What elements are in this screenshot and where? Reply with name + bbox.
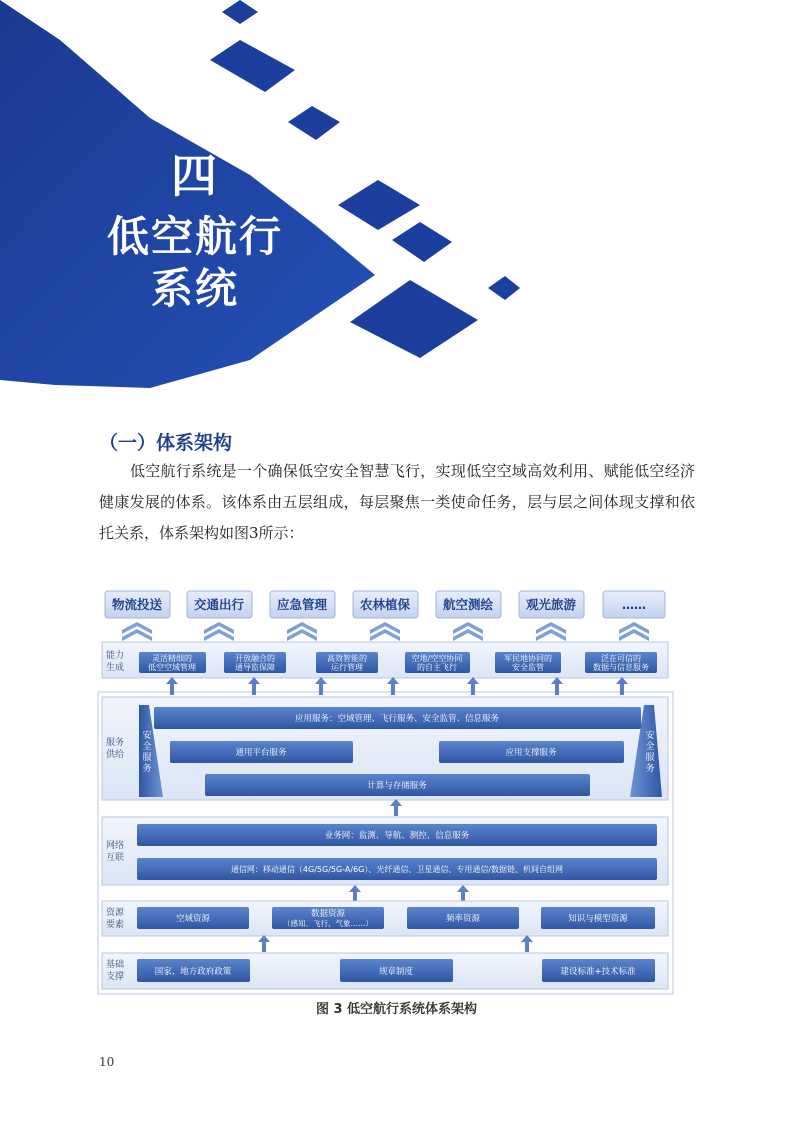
foundation-text: 规章制度	[378, 967, 414, 977]
layer-label: 服务	[105, 738, 125, 748]
layer-label: 网络	[105, 841, 125, 851]
top-item-label: 观光旅游	[525, 597, 577, 612]
common-platform-text: 通用平台服务	[235, 748, 287, 758]
capability-text: 的自主飞行	[417, 663, 457, 672]
top-item-label: 农林植保	[359, 597, 411, 612]
top-item-label: 应急管理	[276, 597, 328, 612]
layer-label: 供给	[105, 750, 125, 760]
resource-text: 数据资源	[310, 909, 346, 919]
foundation-text: 国家、地方政府政策	[154, 967, 232, 977]
top-item-label: ……	[622, 598, 646, 612]
top-item-label: 航空测绘	[442, 597, 494, 612]
capability-text: 空地/空空协同	[411, 654, 463, 663]
figure-caption: 图 3 低空航行系统体系架构	[315, 1002, 478, 1017]
app-support-text: 应用支撑服务	[505, 748, 557, 758]
layer-label: 基础	[105, 960, 125, 970]
top-items-row	[105, 591, 665, 618]
business-net-text: 业务网：监测、导航、测控、信息服务	[324, 831, 470, 841]
chapter-hero-graphic	[0, 0, 793, 400]
side-label-char: 服	[142, 753, 152, 763]
compute-storage-text: 计算与存储服务	[367, 781, 427, 791]
top-item-label: 交通出行	[193, 597, 245, 612]
architecture-diagram	[97, 582, 675, 996]
capability-text: 灵活精细的	[152, 654, 192, 663]
capability-text: 泛在可信的	[601, 654, 641, 663]
side-label-char: 全	[142, 742, 152, 752]
side-label-char: 务	[645, 764, 655, 774]
chevron-up-icon	[122, 622, 649, 641]
arrow-up-icon	[390, 799, 402, 816]
hero-diamond	[222, 0, 258, 24]
hero-diamond	[288, 106, 340, 140]
capability-text: 安全监管	[512, 663, 544, 672]
capability-text: 军民地协同的	[504, 654, 552, 663]
side-label-char: 务	[142, 764, 152, 774]
hero-diamond	[350, 280, 478, 358]
arrow-up-icon	[258, 935, 533, 952]
chapter-number: 四	[171, 149, 219, 203]
layer-label: 资源	[105, 908, 125, 918]
layer-label: 支撑	[105, 972, 125, 982]
capability-text: 数据与信息服务	[593, 663, 649, 672]
side-label-char: 安	[142, 731, 152, 741]
hero-diamond	[210, 40, 295, 92]
side-label-char: 安	[645, 731, 655, 741]
resource-text: 知识与模型资源	[568, 914, 628, 924]
chapter-title-line2: 系统	[150, 264, 239, 313]
resource-text: 空域资源	[175, 914, 211, 924]
comm-net-text: 通信网：移动通信（4G/5G/5G-A/6G）、光纤通信、卫星通信、专用通信/数据链、机间自组网	[230, 865, 564, 874]
resource-text: （感知、飞行、气象……）	[283, 919, 373, 928]
layer-label: 生成	[105, 663, 125, 673]
capability-text: 高效智能的	[327, 654, 367, 663]
side-label-char: 服	[645, 753, 655, 763]
capability-text: 运行管理	[331, 663, 363, 672]
hero-diamond	[392, 222, 452, 262]
capability-text: 开放融合的	[235, 654, 275, 663]
resource-text: 频率资源	[445, 914, 481, 924]
side-label-char: 全	[645, 742, 655, 752]
capability-text: 通导监保障	[235, 663, 275, 672]
section-title: （一）体系架构	[99, 432, 233, 454]
section-paragraph: 低空航行系统是一个确保低空安全智慧飞行，实现低空空域高效利用、赋能低空经济健康发展的体系。该体系由五层组成，每层聚焦一类使命任务，层与层之间体现支撑和依托关系，体系架构如图3所示：	[99, 462, 695, 542]
chapter-title-line1: 低空航行	[106, 212, 283, 261]
hero-diamond	[338, 180, 420, 230]
top-item-label: 物流投送	[111, 597, 163, 612]
layer-label: 能力	[105, 651, 125, 661]
arrow-up-icon	[349, 885, 469, 902]
capability-text: 低空空域管理	[148, 663, 196, 672]
foundation-text: 建设标准+技术标准	[560, 967, 636, 977]
app-service-text: 应用服务：空域管理、飞行服务、安全监管、信息服务	[294, 714, 500, 724]
layer-label: 互联	[105, 853, 125, 863]
hero-diamond	[488, 276, 520, 300]
layer-label: 要素	[105, 920, 125, 930]
page-number: 10	[99, 1055, 115, 1069]
